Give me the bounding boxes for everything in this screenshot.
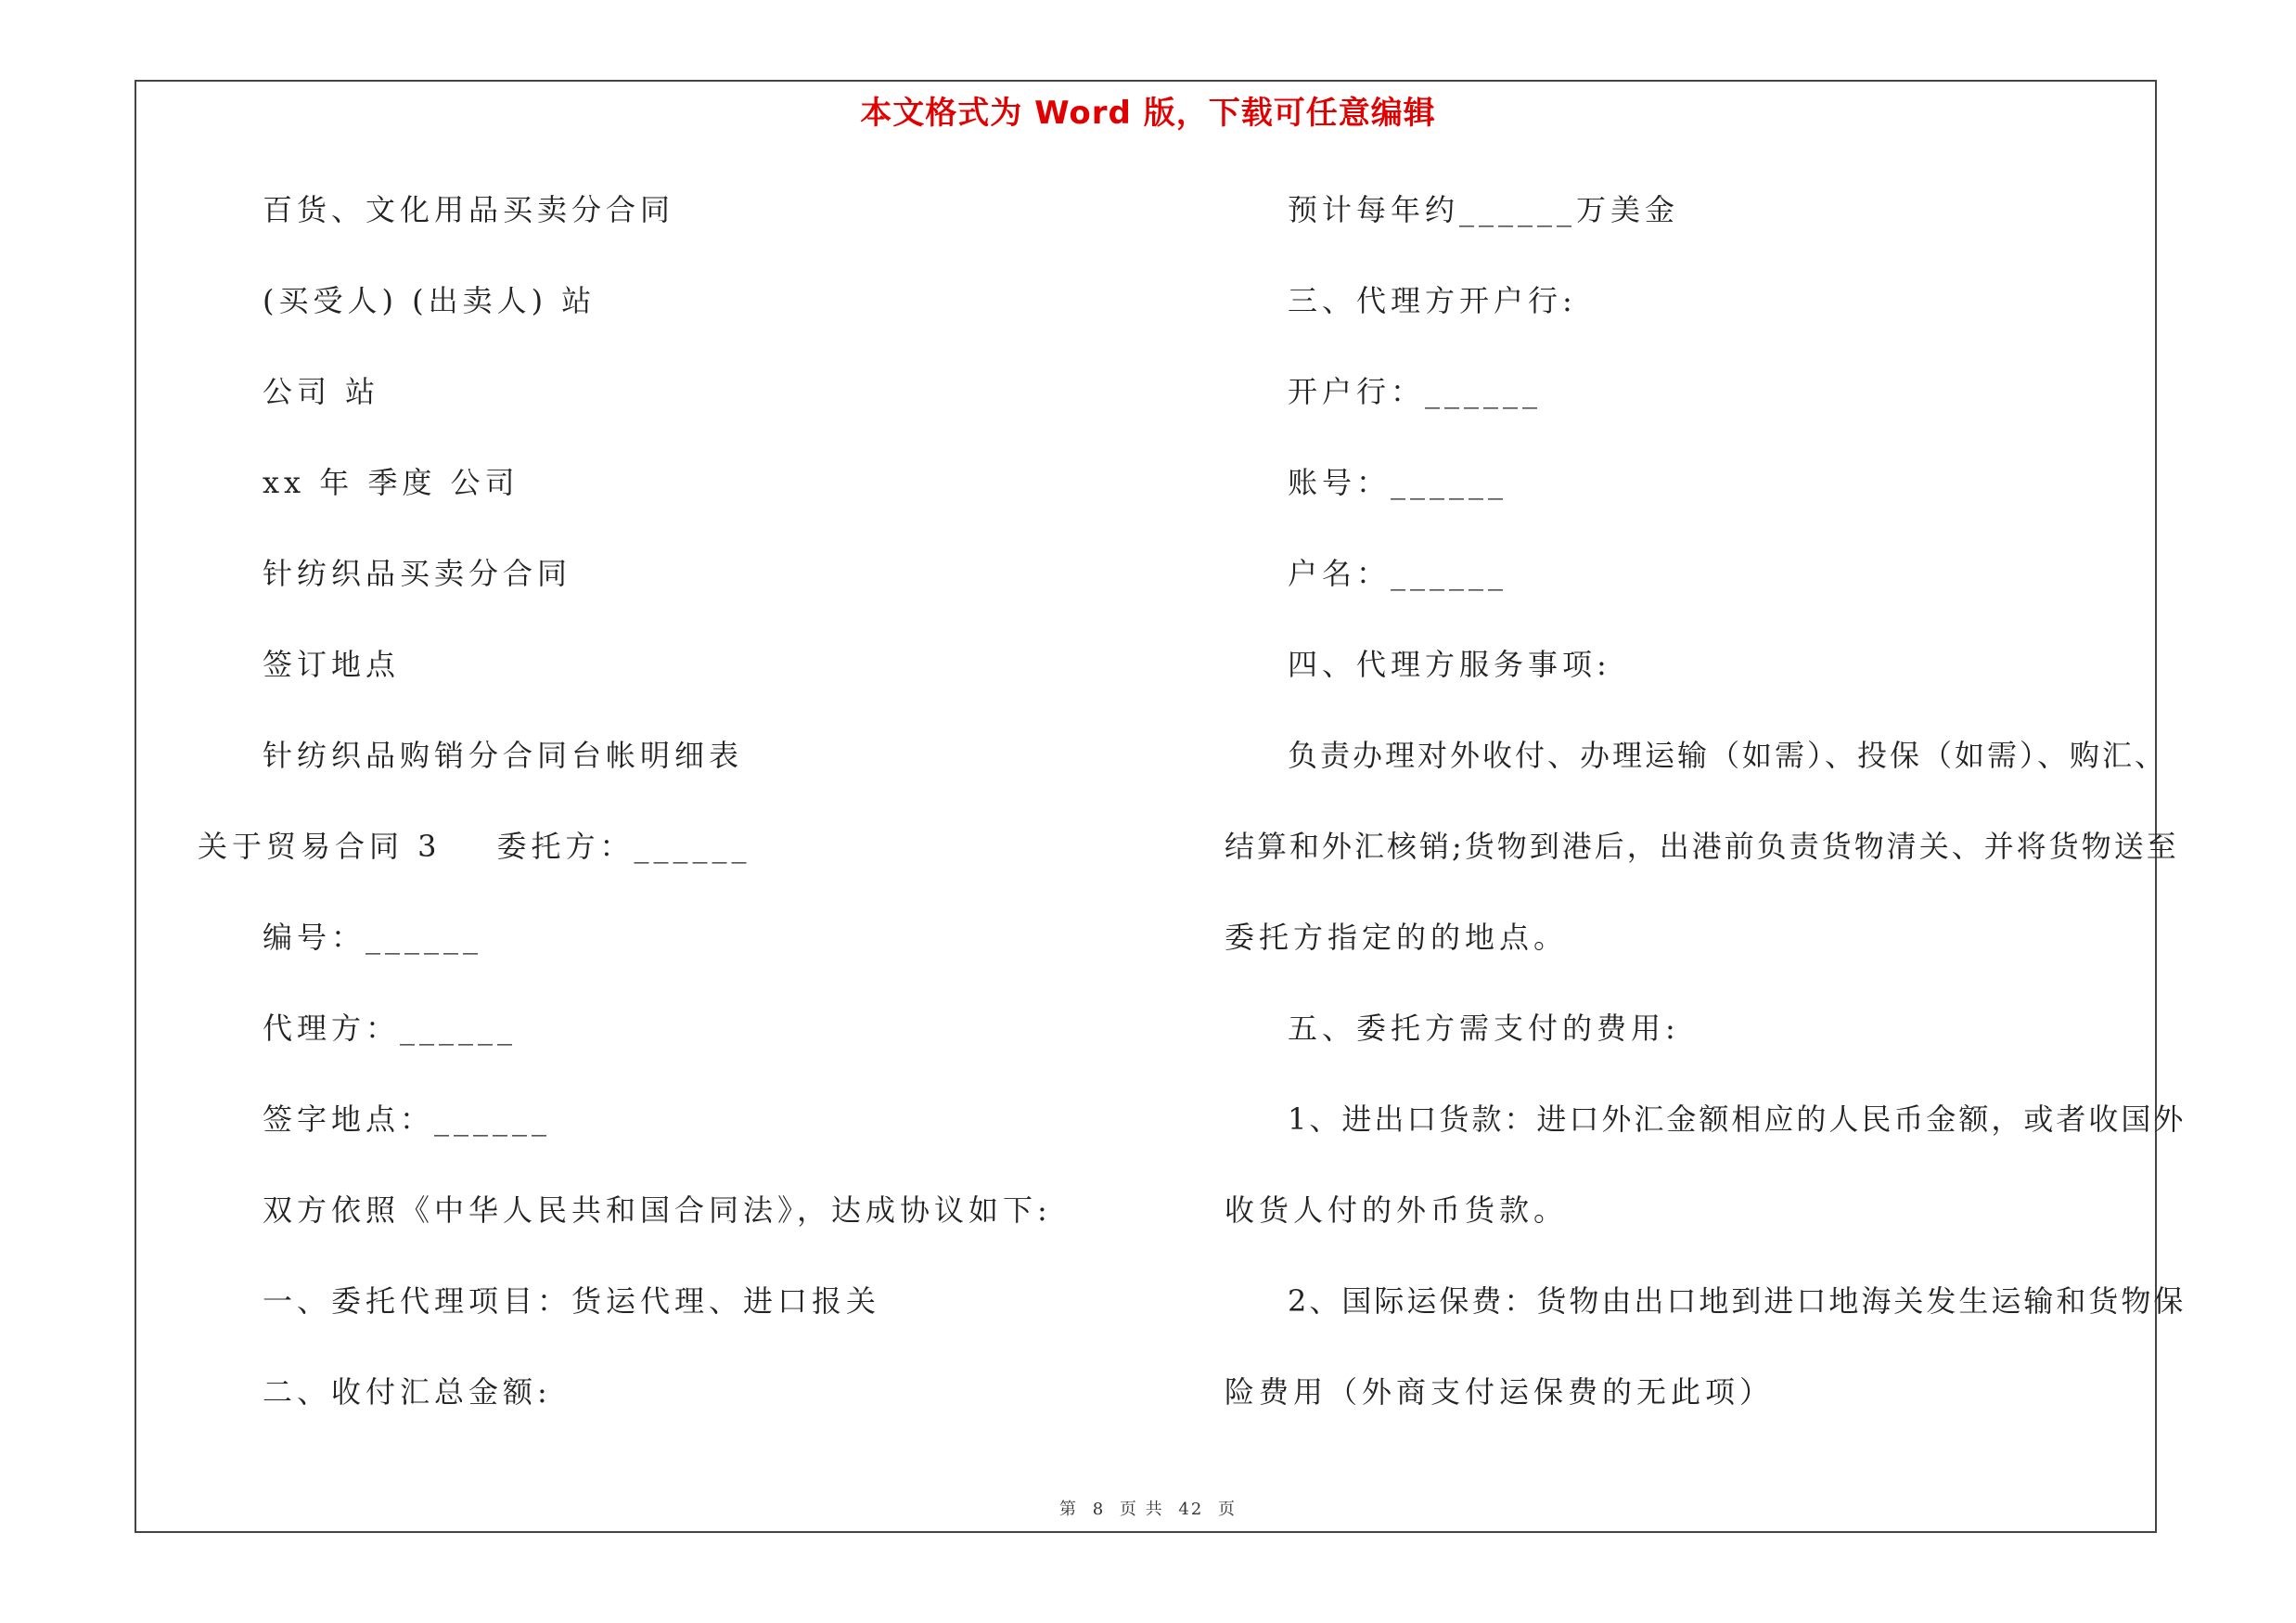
text-line: 结算和外汇核销;货物到港后，出港前负责货物清关、并将货物送至 [1225, 829, 2179, 864]
text-line: 1、进出口货款：进口外汇金额相应的人民币金额，或者收国外 [1288, 1101, 2187, 1137]
text-line: xx 年 季度 公司 [263, 465, 519, 500]
text-line: 五、委托方需支付的费用: [1288, 1011, 1680, 1046]
text-line: 签订地点 [263, 647, 401, 682]
text-line: 委托方指定的的地点。 [1225, 920, 1569, 955]
right-column [1225, 182, 2187, 1455]
text-line: 账号：______ [1288, 465, 1508, 500]
text-line: 2、国际运保费：货物由出口地到进口地海关发生运输和货物保 [1288, 1283, 2187, 1319]
text-line: 预计每年约______万美金 [1288, 192, 1680, 227]
text-segment: 委托方：______ [496, 829, 751, 864]
text-line: 户名：______ [1288, 556, 1508, 591]
footer-prefix: 第 [1058, 1500, 1078, 1519]
text-line: 三、代理方开户行: [1288, 283, 1577, 318]
text-line: 签字地点：______ [263, 1101, 552, 1137]
text-line: 险费用（外商支付运保费的无此项） [1225, 1374, 1775, 1410]
text-line: 四、代理方服务事项: [1288, 647, 1611, 682]
page-footer [0, 1496, 2296, 1520]
text-line: 百货、文化用品买卖分合同 [263, 192, 675, 227]
text-line: 一、委托代理项目：货运代理、进口报关 [263, 1283, 881, 1319]
text-line: 二、收付汇总金额: [263, 1374, 552, 1410]
left-column [199, 182, 1155, 1455]
text-line: 收货人付的外币货款。 [1225, 1192, 1569, 1228]
text-line: 针纺织品购销分合同台帐明细表 [263, 738, 744, 773]
footer-middle: 页 共 [1119, 1500, 1164, 1519]
text-line: 双方依照《中华人民共和国合同法》，达成协议如下: [263, 1192, 1052, 1228]
current-page-number: 8 [1092, 1500, 1106, 1519]
total-page-count: 42 [1178, 1500, 1204, 1519]
footer-suffix: 页 [1218, 1500, 1238, 1519]
text-line: 编号：______ [263, 920, 483, 955]
document-banner: 本文格式为 Word 版，下载可任意编辑 [860, 95, 1436, 132]
text-line: 代理方：______ [263, 1011, 518, 1046]
text-line: 开户行：______ [1288, 374, 1543, 409]
text-line: (买受人) (出卖人) 站 [263, 283, 596, 318]
text-line: 针纺织品买卖分合同 [263, 556, 572, 591]
text-line: 公司 站 [263, 374, 380, 409]
text-line [198, 818, 1155, 909]
text-line: 负责办理对外收付、办理运输（如需）、投保（如需）、购汇、 [1288, 738, 2168, 773]
text-segment: 关于贸易合同 3 [198, 829, 442, 864]
